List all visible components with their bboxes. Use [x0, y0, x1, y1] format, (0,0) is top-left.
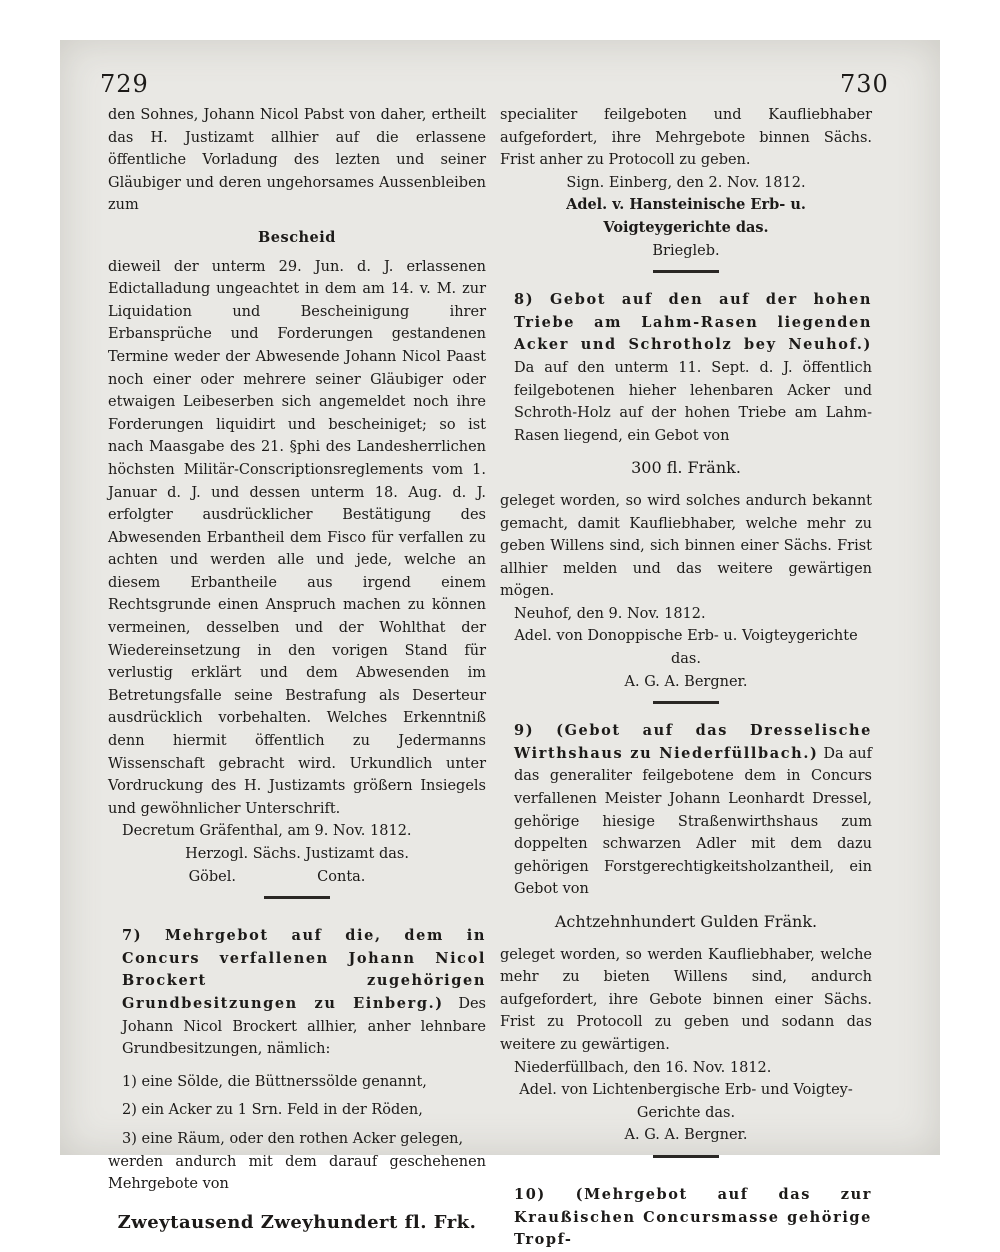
section-8-name: A. G. A. Bergner. [624, 673, 748, 690]
right-column [500, 104, 872, 1252]
section-8-authority: Adel. von Donoppische Erb- u. Voigteygerichte das. [514, 628, 858, 668]
signature-name: Conta. [317, 868, 366, 885]
signature-name: Göbel. [188, 868, 237, 885]
page-number-left: 729 [100, 70, 149, 98]
signature-names [108, 866, 486, 889]
right-authority-1: Adel. v. Hansteinische Erb- u. Voigteygerichte das. [566, 196, 806, 236]
section-9-name: A. G. A. Bergner. [624, 1127, 748, 1144]
right-name-1: Briegleb. [652, 242, 720, 259]
list-item: 2) ein Acker zu 1 Srn. Feld in der Röden, [122, 1102, 423, 1119]
section-divider [264, 896, 330, 899]
section-8-paragraph [514, 289, 872, 447]
section-8-amount: 300 fl. Fränk. [631, 458, 741, 478]
section-7-heading: 7) Mehrgebot auf die, dem in Concurs verfallenen Johann Nicol Brockert zugehörigen Grundbesitzungen zu Einberg.) [122, 927, 486, 1012]
section-7-body: Des Johann Nicol Brockert allhier, anher lehnbare Grundbesitzungen, nämlich: [122, 995, 486, 1058]
section-9-place: Niederfüllbach, den 16. Nov. 1812. [514, 1059, 772, 1076]
section-9-heading: 9) (Gebot auf das Dresselische Wirthshaus zu Niederfüllbach.) [514, 722, 872, 762]
section-9-authority: Adel. von Lichtenbergische Erb- und Voigtey- [519, 1082, 853, 1099]
section-divider [653, 701, 719, 704]
section-10-heading: 10) (Mehrgebot auf das zur Kraußischen Concursmasse gehörige Tropf- [514, 1185, 872, 1249]
section-8-body: Da auf den unterm 11. Sept. d. J. öffentlich feilgebotenen hieher lehenbaren Acker und Schroth-Holz auf der hohen Triebe am Lahm-Rasen liegend, ein Gebot von [514, 359, 872, 444]
items-continuation: werden andurch mit dem darauf geschehenen Mehrgebote von [108, 1153, 486, 1193]
section-8-heading: 8) Gebot auf den auf der hohen Triebe am Lahm-Rasen liegenden Acker und Schrotholz bey Neuhof.) [514, 291, 872, 354]
bescheid-body: dieweil der unterm 29. Jun. d. J. erlassenen Edictalladung ungeachtet in dem am 14. v. M. zur Liquidation und Bescheinigung ihrer Erbansprüche und Forderungen gestandenen Termine weder der Abwesende Johann Nicol Paast noch einer oder mehrere seiner Gläubiger oder etwaigen Leibeserben sich angemeldet noch ihre Forderungen liquidirt und bescheiniget; so ist nach Maasgabe des 21. §phi des Landesherrlichen höchsten Militär-Conscriptionsreglements vom 1. Januar d. J. und dessen unterm 18. Aug. d. J. erfolgter ausdrücklicher Bestätigung des Abwesenden Erbantheil dem Fisco für verfallen zu achten und werden alle und jede, welche an diesem Erbantheile aus irgend einem Rechtsgrunde einen Anspruch machen zu können vermeinen, desselben und der Wohlthat der Wiedereinsetzung in den vorigen Stand für verlustig erklärt und dem Abwesenden im Betretungsfalle seine Bestrafung als Deserteur ausdrücklich vorbehalten. Welches Erkenntniß denn hiermit öffentlich zu Jedermanns Wissenschaft gebracht wird. Urkundlich unter Vordruckung des H. Justizamts größern Insiegels und gewöhnlicher Unterschrift. [108, 258, 486, 817]
page-number-right: 730 [840, 70, 889, 98]
left-authority: Herzogl. Sächs. Justizamt das. [185, 846, 409, 862]
left-column [108, 104, 486, 1234]
section-8-after: geleget worden, so wird solches andurch bekannt gemacht, damit Kaufliebhaber, welche mehr zu geben Willens sind, sich binnen einer Sächs. Frist allhier melden und das weitere gewärtigen mögen. [500, 492, 872, 600]
section-7-paragraph [122, 925, 486, 1061]
decretum-line: Decretum Gräfenthal, am 9. Nov. 1812. [122, 823, 412, 840]
left-intro-paragraph: den Sohnes, Johann Nicol Pabst von daher, ertheilt das H. Justizamt allhier auf die erlassene öffentliche Vorladung des lezten und seiner Gläubiger und deren ungehorsames Aussenbleiben zum [108, 107, 486, 214]
bescheid-heading: Bescheid [258, 228, 336, 246]
list-item: 3) eine Räum, oder den rothen Acker gelegen, [122, 1130, 464, 1147]
section-9-amount: Achtzehnhundert Gulden Fränk. [554, 912, 818, 931]
sign-line: Sign. Einberg, den 2. Nov. 1812. [566, 174, 806, 191]
section-divider [653, 1155, 719, 1158]
section-9-after: geleget worden, so werden Kaufliebhaber, welche mehr zu bieten Willens sind, andurch aufgefordert, ihre Gebote binnen einer Sächs. Frist zu Protocoll zu geben und sodann das weitere zu gewärtigen. [500, 946, 872, 1053]
left-amount: Zweytausend Zweyhundert fl. Frk. [117, 1211, 477, 1233]
section-divider [653, 270, 719, 273]
section-8-place: Neuhof, den 9. Nov. 1812. [514, 605, 706, 622]
section-9-paragraph [514, 720, 872, 901]
section-9-authority-continued: Gerichte das. [636, 1104, 736, 1121]
right-intro-paragraph: specialiter feilgeboten und Kaufliebhaber aufgefordert, ihre Mehrgebote binnen Sächs. Frist anher zu Protocoll zu geben. [500, 107, 872, 169]
list-item: 1) eine Sölde, die Büttnerssölde genannt, [122, 1073, 427, 1090]
section-9-body: Da auf das generaliter feilgebotene dem in Concurs verfallenen Meister Johann Leonhardt Dressel, gehörige hiesige Straßenwirthshaus zum doppelten schwarzen Adler mit dem dazu gehörigen Forstgerechtigkeitsholzantheil, ein Gebot von [514, 745, 873, 898]
